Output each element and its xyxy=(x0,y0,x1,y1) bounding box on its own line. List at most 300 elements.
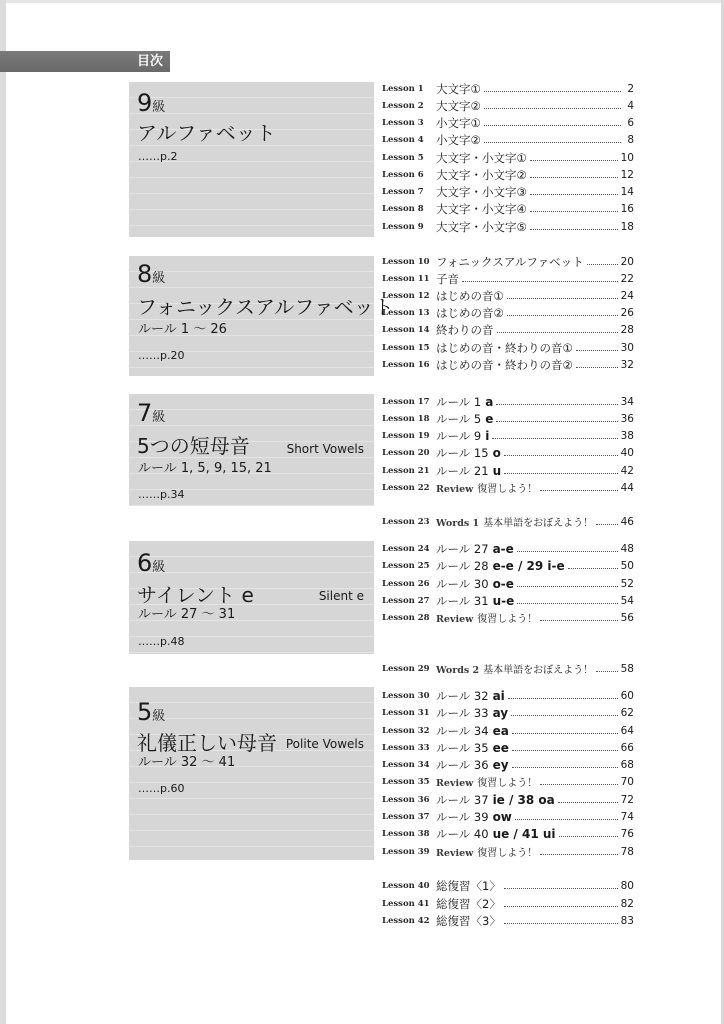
lesson-label: Lesson 29 xyxy=(382,663,430,674)
lesson-label: Lesson 35 xyxy=(382,776,430,787)
lesson-title-text: ルール 27 xyxy=(436,541,489,556)
lesson-label: Lesson 30 xyxy=(382,690,430,701)
lesson-title-text: 総復習〈3〉 xyxy=(436,913,501,928)
lesson-row[interactable] xyxy=(382,270,634,287)
level-rule-range: ルール 27 ～ 31 xyxy=(138,607,236,622)
lesson-phonics: e-e / 29 i-e xyxy=(492,558,565,573)
lesson-title-text: 大文字・小文字④ xyxy=(436,201,527,216)
level-page-ref[interactable]: ……p.60 xyxy=(138,782,185,795)
lesson-row[interactable] xyxy=(382,557,634,574)
lesson-page-number: 18 xyxy=(620,220,634,233)
lesson-title-text: ルール 5 xyxy=(436,411,482,426)
lesson-row[interactable] xyxy=(382,166,634,183)
lesson-label: Lesson 41 xyxy=(382,898,430,909)
lesson-title xyxy=(436,394,493,410)
lesson-title-text: 大文字① xyxy=(436,81,481,96)
dot-leader xyxy=(530,211,618,212)
dot-leader xyxy=(530,229,618,230)
lesson-page-number: 10 xyxy=(620,151,634,164)
lesson-row[interactable] xyxy=(382,339,634,356)
lesson-title xyxy=(436,826,556,842)
lesson-title-text: ルール 39 xyxy=(436,809,489,824)
lesson-label: Lesson 39 xyxy=(382,846,430,857)
lesson-page-number: 22 xyxy=(620,272,634,285)
lesson-title xyxy=(436,576,514,592)
lesson-title-text: 基本単語をおぼえよう！ xyxy=(483,665,594,676)
lesson-title xyxy=(436,288,504,304)
dot-leader xyxy=(462,281,618,282)
lesson-label: Lesson 12 xyxy=(382,290,430,301)
dot-leader xyxy=(504,923,618,924)
dot-leader xyxy=(558,802,618,803)
lesson-label: Lesson 33 xyxy=(382,742,430,753)
lesson-page-number: 32 xyxy=(620,358,634,371)
lesson-row[interactable] xyxy=(382,895,634,912)
dot-leader xyxy=(517,551,618,552)
lesson-label: Lesson 34 xyxy=(382,759,430,770)
lesson-title xyxy=(436,428,489,444)
lesson-review-tag: Review xyxy=(436,484,474,495)
lesson-row[interactable] xyxy=(382,444,634,461)
lesson-row[interactable] xyxy=(382,825,634,842)
dot-leader xyxy=(511,715,618,716)
lesson-label: Lesson 37 xyxy=(382,811,430,822)
lesson-phonics: ue / 41 ui xyxy=(492,826,556,841)
dot-leader xyxy=(515,819,618,820)
lesson-page-number: 58 xyxy=(620,662,634,675)
lesson-title-text: ルール 1 xyxy=(436,394,482,409)
lesson-page-number: 54 xyxy=(620,594,634,607)
dot-leader xyxy=(496,404,617,405)
lesson-label: Lesson 32 xyxy=(382,725,430,736)
lesson-title xyxy=(436,541,514,557)
lesson-page-number: 2 xyxy=(627,82,634,95)
lesson-title-text: ルール 9 xyxy=(436,428,482,443)
lesson-title-text: 復習しよう！ xyxy=(477,778,538,789)
lesson-title-text: ルール 36 xyxy=(436,757,489,772)
lesson-page-number: 38 xyxy=(620,429,634,442)
lesson-title xyxy=(436,254,584,270)
dot-leader xyxy=(512,733,618,734)
lesson-title xyxy=(436,878,501,894)
lesson-label: Lesson 22 xyxy=(382,482,430,493)
lesson-row[interactable] xyxy=(382,877,634,894)
lesson-review-tag: Review xyxy=(436,778,474,789)
lesson-row[interactable] xyxy=(382,304,634,321)
dot-leader xyxy=(576,350,618,351)
dot-leader xyxy=(530,194,618,195)
level-number: 7級 xyxy=(137,399,166,427)
lesson-title xyxy=(436,445,501,461)
lesson-title xyxy=(436,792,555,808)
dot-leader xyxy=(508,698,618,699)
lesson-title-text: ルール 35 xyxy=(436,740,489,755)
lesson-page-number: 44 xyxy=(620,481,634,494)
lesson-title xyxy=(436,723,509,739)
lesson-row[interactable] xyxy=(382,479,634,496)
dot-leader xyxy=(596,524,617,525)
dot-leader xyxy=(512,750,618,751)
level-number: 8級 xyxy=(137,260,166,288)
lesson-title xyxy=(436,167,527,183)
lesson-row[interactable] xyxy=(382,287,634,304)
lesson-row[interactable] xyxy=(382,149,634,166)
lesson-page-number: 83 xyxy=(620,914,634,927)
lesson-title-text: 小文字① xyxy=(436,115,481,130)
level-english-title: Short Vowels xyxy=(286,442,364,456)
lesson-title xyxy=(436,201,527,217)
lesson-row[interactable] xyxy=(382,410,634,427)
lesson-title xyxy=(436,514,593,529)
lesson-phonics: ow xyxy=(492,809,512,824)
lesson-phonics: i xyxy=(485,428,490,443)
lesson-row[interactable] xyxy=(382,253,634,270)
dot-leader xyxy=(540,784,617,785)
lesson-title xyxy=(436,271,459,287)
lesson-row[interactable] xyxy=(382,609,634,626)
lesson-label: Lesson 16 xyxy=(382,359,430,370)
level-number: 9級 xyxy=(137,89,166,117)
lesson-title-text: 復習しよう！ xyxy=(477,614,538,625)
lesson-row[interactable] xyxy=(382,427,634,444)
lesson-page-number: 8 xyxy=(627,133,634,146)
dot-leader xyxy=(512,767,618,768)
level-english-title: Polite Vowels xyxy=(285,737,364,751)
level-english-title: Silent e xyxy=(318,589,364,603)
lesson-page-number: 50 xyxy=(620,559,634,572)
lesson-title xyxy=(436,115,481,131)
lesson-title-text: 大文字・小文字② xyxy=(436,167,527,182)
lesson-label: Lesson 24 xyxy=(382,543,430,554)
dot-leader xyxy=(530,177,618,178)
lesson-title-text: ルール 40 xyxy=(436,826,489,841)
lesson-row[interactable] xyxy=(382,756,634,773)
lesson-label: Lesson 20 xyxy=(382,447,430,458)
lesson-row[interactable] xyxy=(382,356,634,373)
lesson-title-text: 復習しよう！ xyxy=(477,484,538,495)
lesson-title xyxy=(436,132,481,148)
lesson-phonics: u xyxy=(492,463,502,478)
lesson-label: Lesson 11 xyxy=(382,273,430,284)
lesson-label: Lesson 23 xyxy=(382,516,430,527)
dot-leader xyxy=(504,906,618,907)
lesson-row[interactable] xyxy=(382,575,634,592)
lesson-label: Lesson 1 xyxy=(382,83,424,94)
lesson-title-text: フォニックスアルファベット xyxy=(436,254,584,269)
lesson-title-text: 基本単語をおぼえよう！ xyxy=(483,518,594,529)
lesson-title-text: ルール 31 xyxy=(436,593,489,608)
lesson-title-text: ルール 32 xyxy=(436,688,489,703)
dot-leader xyxy=(492,438,617,439)
level-box-8 xyxy=(129,256,394,376)
lesson-label: Lesson 7 xyxy=(382,186,424,197)
lesson-row[interactable] xyxy=(382,131,634,148)
lesson-page-number: 46 xyxy=(620,515,634,528)
lesson-row[interactable] xyxy=(382,808,634,825)
lesson-title-text: 子音 xyxy=(436,271,459,286)
lesson-review-tag: Review xyxy=(436,848,474,859)
lesson-row[interactable] xyxy=(382,513,634,530)
lesson-title xyxy=(436,896,501,912)
dot-leader xyxy=(484,142,621,143)
lesson-page-number: 34 xyxy=(620,395,634,408)
dot-leader xyxy=(504,455,618,456)
lesson-row[interactable] xyxy=(382,321,634,338)
level-title: 礼儀正しい母音 xyxy=(137,731,277,755)
lesson-label: Lesson 15 xyxy=(382,342,430,353)
lesson-title-text: 小文字② xyxy=(436,132,481,147)
lesson-title-text: ルール 15 xyxy=(436,445,489,460)
page-title: 目次 xyxy=(137,54,164,69)
lesson-title xyxy=(436,593,514,609)
dot-leader xyxy=(559,836,618,837)
lesson-title xyxy=(436,340,573,356)
lesson-title xyxy=(436,150,527,166)
lesson-row[interactable] xyxy=(382,462,634,479)
lesson-title-text: はじめの音① xyxy=(436,288,504,303)
lesson-title-text: ルール 28 xyxy=(436,558,489,573)
lesson-label: Lesson 19 xyxy=(382,430,430,441)
lesson-title xyxy=(436,411,493,427)
lesson-title xyxy=(436,913,501,929)
level-title: フォニックスアルファベット xyxy=(137,295,394,319)
lesson-label: Lesson 9 xyxy=(382,221,424,232)
lesson-phonics: ee xyxy=(492,740,509,755)
lesson-title xyxy=(436,705,508,721)
lesson-row[interactable] xyxy=(382,97,634,114)
lesson-label: Lesson 6 xyxy=(382,169,424,180)
lesson-title-text: 大文字② xyxy=(436,98,481,113)
lesson-phonics: ay xyxy=(492,705,509,720)
lesson-row[interactable] xyxy=(382,200,634,217)
lesson-label: Lesson 38 xyxy=(382,828,430,839)
lesson-phonics: ey xyxy=(492,757,509,772)
dot-leader xyxy=(540,854,617,855)
lesson-label: Lesson 25 xyxy=(382,560,430,571)
lesson-title-text: ルール 33 xyxy=(436,705,489,720)
lesson-phonics: ea xyxy=(492,723,509,738)
dot-leader xyxy=(530,160,618,161)
dot-leader xyxy=(484,91,621,92)
lesson-title-text: ルール 30 xyxy=(436,576,489,591)
lesson-row[interactable] xyxy=(382,183,634,200)
lesson-row[interactable] xyxy=(382,912,634,929)
level-box-5 xyxy=(129,687,374,860)
lesson-label: Lesson 14 xyxy=(382,324,430,335)
lesson-title xyxy=(436,98,481,114)
dot-leader xyxy=(540,490,617,491)
lesson-title-text: はじめの音・終わりの音① xyxy=(436,340,573,355)
lesson-label: Lesson 21 xyxy=(382,465,430,476)
lesson-row[interactable] xyxy=(382,592,634,609)
lesson-page-number: 16 xyxy=(620,202,634,215)
level-box-7 xyxy=(129,394,374,506)
lesson-label: Lesson 26 xyxy=(382,578,430,589)
level-page-ref[interactable]: ……p.48 xyxy=(138,635,185,648)
dot-leader xyxy=(484,125,621,126)
lesson-row[interactable] xyxy=(382,540,634,557)
lesson-page-number: 4 xyxy=(627,99,634,112)
lesson-title xyxy=(436,661,593,676)
lesson-label: Lesson 2 xyxy=(382,100,424,111)
lesson-row[interactable] xyxy=(382,704,634,721)
level-number: 5級 xyxy=(137,698,166,726)
level-rule-range: ルール 1, 5, 9, 15, 21 xyxy=(138,461,272,476)
lesson-label: Lesson 13 xyxy=(382,307,430,318)
lesson-title-text: 終わりの音 xyxy=(436,322,494,337)
level-page-ref[interactable]: ……p.2 xyxy=(138,150,178,163)
lesson-title xyxy=(436,305,504,321)
lesson-label: Lesson 17 xyxy=(382,396,430,407)
page-edge-left xyxy=(0,0,6,1024)
lesson-title xyxy=(436,322,494,338)
dot-leader xyxy=(517,586,618,587)
lesson-page-number: 76 xyxy=(620,827,634,840)
lesson-phonics: a-e xyxy=(492,541,514,556)
lesson-page-number: 56 xyxy=(620,611,634,624)
lesson-review-tag: Words 2 xyxy=(436,665,480,676)
lesson-title-text: ルール 21 xyxy=(436,463,489,478)
lesson-title xyxy=(436,463,501,479)
dot-leader xyxy=(596,671,617,672)
lesson-page-number: 68 xyxy=(620,758,634,771)
lesson-page-number: 14 xyxy=(620,185,634,198)
lesson-page-number: 74 xyxy=(620,810,634,823)
lesson-page-number: 6 xyxy=(627,116,634,129)
dot-leader xyxy=(504,888,618,889)
lesson-page-number: 48 xyxy=(620,542,634,555)
lesson-row[interactable] xyxy=(382,687,634,704)
lesson-title xyxy=(436,757,509,773)
lesson-row[interactable] xyxy=(382,791,634,808)
lesson-label: Lesson 28 xyxy=(382,612,430,623)
lesson-page-number: 28 xyxy=(620,323,634,336)
lesson-page-number: 64 xyxy=(620,724,634,737)
lesson-title xyxy=(436,809,512,825)
lesson-title xyxy=(436,219,527,235)
dot-leader xyxy=(587,264,618,265)
level-page-ref[interactable]: ……p.20 xyxy=(138,349,185,362)
lesson-row[interactable] xyxy=(382,739,634,756)
lesson-phonics: u-e xyxy=(492,593,515,608)
lesson-label: Lesson 5 xyxy=(382,152,424,163)
lesson-page-number: 66 xyxy=(620,741,634,754)
lesson-phonics: ie / 38 oa xyxy=(492,792,555,807)
lesson-page-number: 24 xyxy=(620,289,634,302)
lesson-title-text: はじめの音② xyxy=(436,305,504,320)
level-box-6 xyxy=(129,541,374,654)
lesson-title xyxy=(436,688,505,704)
lesson-title-text: 復習しよう！ xyxy=(477,848,538,859)
lesson-label: Lesson 18 xyxy=(382,413,430,424)
lesson-page-number: 78 xyxy=(620,845,634,858)
lesson-label: Lesson 42 xyxy=(382,915,430,926)
level-title: アルファベット xyxy=(137,121,276,145)
lesson-title xyxy=(436,774,537,789)
lesson-title xyxy=(436,740,509,756)
lesson-row[interactable] xyxy=(382,773,634,790)
lesson-row[interactable] xyxy=(382,722,634,739)
lesson-row[interactable] xyxy=(382,218,634,235)
dot-leader xyxy=(497,332,618,333)
dot-leader xyxy=(504,473,618,474)
level-title: サイレント e xyxy=(137,583,254,607)
lesson-title-text: 総復習〈1〉 xyxy=(436,878,501,893)
level-rule-range: ルール 32 ～ 41 xyxy=(138,755,236,770)
dot-leader xyxy=(507,315,618,316)
lesson-title xyxy=(436,480,537,495)
lesson-row[interactable] xyxy=(382,843,634,860)
lesson-phonics: e xyxy=(485,411,494,426)
lesson-row[interactable] xyxy=(382,114,634,131)
lesson-row[interactable] xyxy=(382,393,634,410)
lesson-label: Lesson 36 xyxy=(382,794,430,805)
level-title: 5つの短母音 xyxy=(137,434,250,458)
lesson-title-text: はじめの音・終わりの音② xyxy=(436,357,573,372)
dot-leader xyxy=(496,421,617,422)
lesson-label: Lesson 31 xyxy=(382,707,430,718)
dot-leader xyxy=(484,108,621,109)
lesson-page-number: 40 xyxy=(620,446,634,459)
level-rule-range: ルール 1 ～ 26 xyxy=(138,322,227,337)
lesson-title-text: ルール 37 xyxy=(436,792,489,807)
lesson-page-number: 72 xyxy=(620,793,634,806)
lesson-title xyxy=(436,81,481,97)
lesson-label: Lesson 40 xyxy=(382,880,430,891)
level-page-ref[interactable]: ……p.34 xyxy=(138,488,185,501)
lesson-title-text: 大文字・小文字① xyxy=(436,150,527,165)
lesson-title-text: 総復習〈2〉 xyxy=(436,896,501,911)
lesson-title xyxy=(436,558,565,574)
lesson-title xyxy=(436,610,537,625)
lesson-page-number: 80 xyxy=(620,879,634,892)
lesson-page-number: 36 xyxy=(620,412,634,425)
lesson-title-text: ルール 34 xyxy=(436,723,489,738)
lesson-review-tag: Review xyxy=(436,614,474,625)
lesson-phonics: o-e xyxy=(492,576,514,591)
dot-leader xyxy=(568,568,618,569)
lesson-label: Lesson 27 xyxy=(382,595,430,606)
lesson-label: Lesson 10 xyxy=(382,256,430,267)
lesson-label: Lesson 4 xyxy=(382,134,424,145)
lesson-title xyxy=(436,844,537,859)
lesson-page-number: 82 xyxy=(620,897,634,910)
lesson-page-number: 60 xyxy=(620,689,634,702)
lesson-title xyxy=(436,184,527,200)
level-box-9 xyxy=(129,82,374,237)
lesson-row[interactable] xyxy=(382,660,634,677)
lesson-page-number: 52 xyxy=(620,577,634,590)
dot-leader xyxy=(540,620,617,621)
lesson-phonics: o xyxy=(492,445,501,460)
lesson-page-number: 12 xyxy=(620,168,634,181)
lesson-title-text: 大文字・小文字⑤ xyxy=(436,219,527,234)
lesson-page-number: 70 xyxy=(620,775,634,788)
lesson-phonics: a xyxy=(485,394,494,409)
dot-leader xyxy=(507,298,618,299)
lesson-row[interactable] xyxy=(382,80,634,97)
dot-leader xyxy=(576,367,618,368)
lesson-page-number: 20 xyxy=(620,255,634,268)
lesson-title xyxy=(436,357,573,373)
lesson-phonics: ai xyxy=(492,688,505,703)
lesson-review-tag: Words 1 xyxy=(436,518,480,529)
lesson-page-number: 26 xyxy=(620,306,634,319)
lesson-page-number: 42 xyxy=(620,464,634,477)
lesson-page-number: 30 xyxy=(620,341,634,354)
level-number: 6級 xyxy=(137,549,166,577)
lesson-label: Lesson 3 xyxy=(382,117,424,128)
